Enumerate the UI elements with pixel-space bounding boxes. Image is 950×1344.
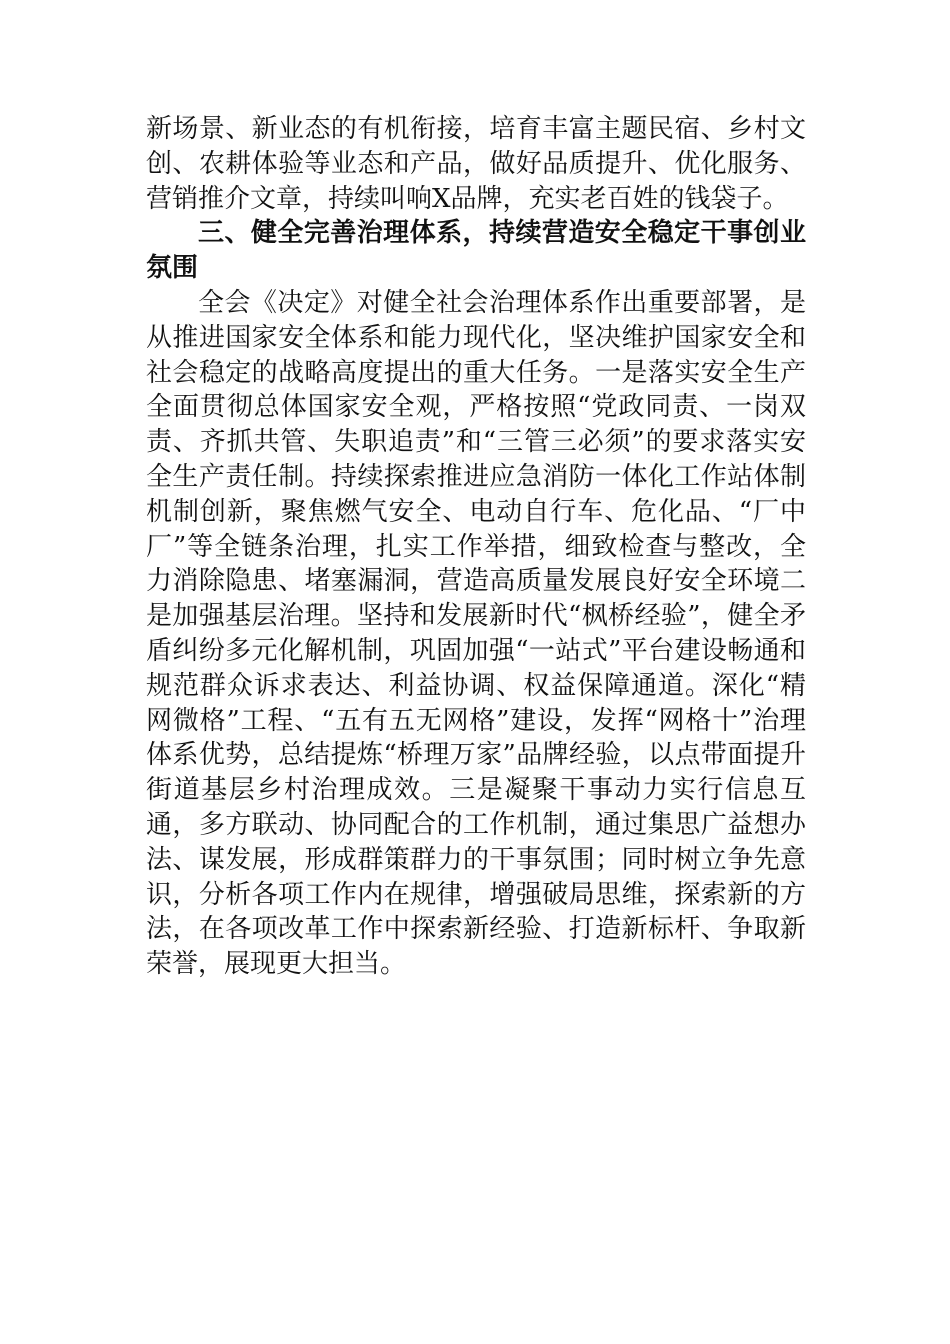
paragraph-continuation: 新场景、新业态的有机衔接，培育丰富主题民宿、乡村文创、农耕体验等业态和产品，做好品质提升、优化服务、营销推介文章，持续叫响X品牌，充实老百姓的钱袋子。 — [146, 114, 806, 214]
document-body — [146, 112, 806, 982]
section-heading: 三、健全完善治理体系，持续营造安全稳定干事创业氛围 — [146, 218, 806, 284]
paragraph-body: 全会《决定》对健全社会治理体系作出重要部署，是从推进国家安全体系和能力现代化，坚决维护国家安全和社会稳定的战略高度提出的重大任务。一是落实安全生产全面贯彻总体国家安全观，严格按照“党政同责、一岗双责、齐抓共管、失职追责”和“三管三必须”的要求落实安全生产责任制。持续探索推进应急消防一体化工作站体制机制创新，聚焦燃气安全、电动自行车、危化品、“厂中厂”等全链条治理，扎实工作举措，细致检查与整改，全力消除隐患、堵塞漏洞，营造高质量发展良好安全环境二是加强基层治理。坚持和发展新时代“枫桥经验”，健全矛盾纠纷多元化解机制，巩固加强“一站式”平台建设畅通和规范群众诉求表达、利益协调、权益保障通道。深化“精网微格”工程、“五有五无网格”建设，发挥“网格十”治理体系优势，总结提炼“桥理万家”品牌经验，以点带面提升街道基层乡村治理成效。三是凝聚干事动力实行信息互通，多方联动、协同配合的工作机制，通过集思广益想办法、谋发展，形成群策群力的干事氛围；同时树立争先意识，分析各项工作内在规律，增强破局思维，探索新的方法，在各项改革工作中探索新经验、打造新标杆、争取新荣誉，展现更大担当。 — [146, 287, 806, 980]
